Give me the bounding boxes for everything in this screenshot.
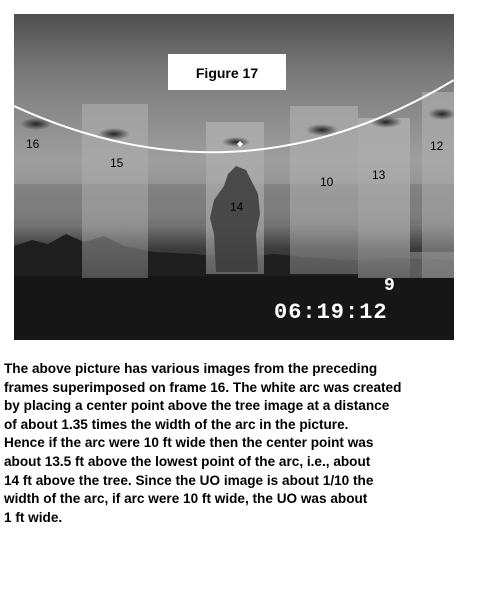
uo-image-13 [370,116,402,128]
caption-line: 14 ft above the tree. Since the UO image is about 1/10 the [4,472,374,488]
uo-image-14 [222,137,250,147]
frame-label-16: 16 [26,137,40,151]
caption-line: frames superimposed on frame 16. The white arc was created [4,379,402,395]
frame-label-13: 13 [372,168,386,182]
figure-photo [14,14,454,340]
caption-line: width of the arc, if arc were 10 ft wide, the UO was about [4,491,368,507]
frame-label-10: 10 [320,175,334,189]
caption-line: about 13.5 ft above the lowest point of the arc, i.e., about [4,453,371,469]
caption-line: The above picture has various images from the preceding [4,361,378,376]
frame-label-12: 12 [430,139,444,153]
caption-line: 1 ft wide. [4,509,63,525]
caption-line: by placing a center point above the tree image at a distance [4,398,390,414]
caption-line: of about 1.35 times the width of the arc in the picture. [4,416,349,432]
frame-label-14: 14 [230,200,244,214]
frame-label-15: 15 [110,156,124,170]
frame-panel-13 [358,118,410,278]
timestamp-superscript: 9 [384,276,395,296]
caption-line: Hence if the arc were 10 ft wide then the center point was [4,435,374,451]
frame-panel-right-edge [410,252,454,278]
caption [4,360,474,527]
timestamp-main: 06:19:12 [274,300,388,325]
frame-panel-12 [422,92,454,278]
figure-title: Figure 17 [195,65,259,81]
